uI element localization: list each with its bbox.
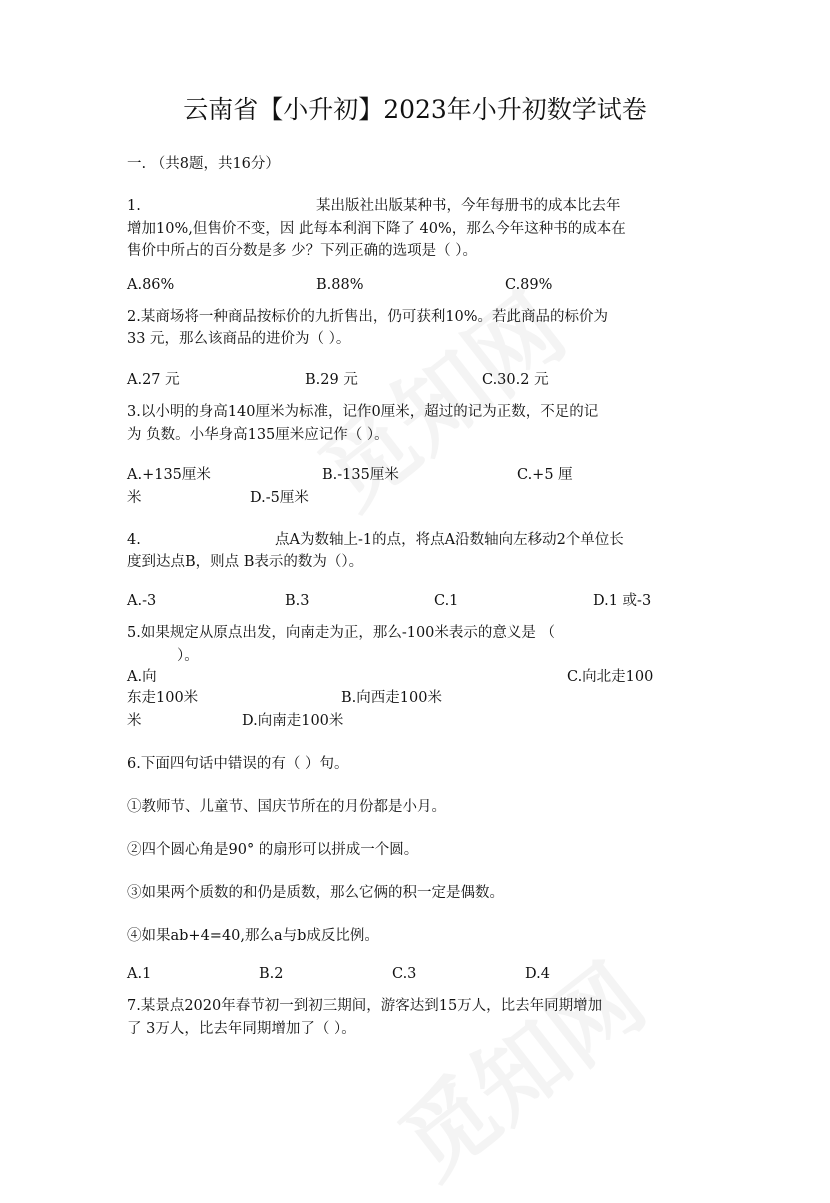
q2-text-line: 2.某商场将一种商品按标价的九折售出，仍可获利10%。若此商品的标价为 [127,309,609,325]
q1-text-line: 售价中所占的百分数是多 少？下列正确的选项是（ ）。 [127,243,477,259]
q5-option-b: B.向西走100米 [341,690,442,706]
q6-option-a: A.1 [127,966,152,982]
q3-option-d: D.-5厘米 [250,490,309,506]
q5-option-a-continued: 东走100米 [127,690,199,706]
q5-option-d: D.向南走100米 [242,713,344,729]
q1-option-b: B.88% [316,277,364,293]
section-heading: 一. （共8题，共16分） [127,156,280,172]
q4-option-d: D.1 或-3 [593,593,652,609]
q3-option-c: C.+5 厘 [517,467,573,483]
q4-text-line: 度到达点B，则点 B表示的数为（）。 [127,554,364,570]
q3-option-b: B.-135厘米 [322,467,399,483]
q3-text-line: 为 负数。小华身高135厘米应记作（ ）。 [127,427,389,443]
q6-text-line: 6.下面四句话中错误的有（ ）句。 [127,756,349,772]
q1-option-c: C.89% [505,277,553,293]
q1-number: 1. [127,198,141,214]
q3-text-line: 3.以小明的身高140厘米为标准，记作0厘米，超过的记为正数，不足的记 [127,404,599,420]
q6-statement-3: ③如果两个质数的和仍是质数，那么它俩的积一定是偶数。 [127,885,504,901]
q1-text-line: 某出版社出版某种书，今年每册书的成本比去年 [316,198,621,214]
watermark [289,259,588,533]
q6-option-c: C.3 [392,966,417,982]
q5-text-line: 5.如果规定从原点出发，向南走为正，那么-100米表示的意义是 （ [127,625,556,641]
q1-text-line: 增加10%,但售价不变，因 此每本利润下降了 40%，那么今年这种书的成本在 [127,221,626,237]
q5-text-line: ）。 [177,648,199,664]
q6-option-d: D.4 [525,966,550,982]
q4-option-c: C.1 [434,593,459,609]
q4-text-line: 点A为数轴上-1的点，将点A沿数轴向左移动2个单位长 [275,532,624,548]
q1-option-a: A.86% [127,277,175,293]
q4-option-a: A.-3 [127,593,157,609]
q6-option-b: B.2 [259,966,284,982]
q2-option-a: A.27 元 [127,372,180,388]
q7-text-line: 了 3万人，比去年同期增加了（ ）。 [127,1021,356,1037]
q6-statement-2: ②四个圆心角是90° 的扇形可以拼成一个圆。 [127,842,419,858]
q3-option-c-continued: 米 [127,490,142,506]
q7-text-line: 7.某景点2020年春节初一到初三期间，游客达到15万人，比去年同期增加 [127,998,603,1014]
q2-option-b: B.29 元 [305,372,358,388]
q5-option-c: C.向北走100 [567,669,654,685]
q2-text-line: 33 元，那么该商品的进价为（ ）。 [127,331,351,347]
q5-option-c-continued: 米 [127,713,142,729]
q6-statement-4: ④如果ab+4=40,那么a与b成反比例。 [127,928,379,944]
q5-option-a: A.向 [127,669,157,685]
q4-option-b: B.3 [285,593,310,609]
page-title: 云南省【小升初】2023年小升初数学试卷 [183,95,647,124]
q6-statement-1: ①教师节、儿童节、国庆节所在的月份都是小月。 [127,799,446,815]
q2-option-c: C.30.2 元 [482,372,549,388]
q3-option-a: A.+135厘米 [127,467,211,483]
q4-number: 4. [127,532,141,548]
